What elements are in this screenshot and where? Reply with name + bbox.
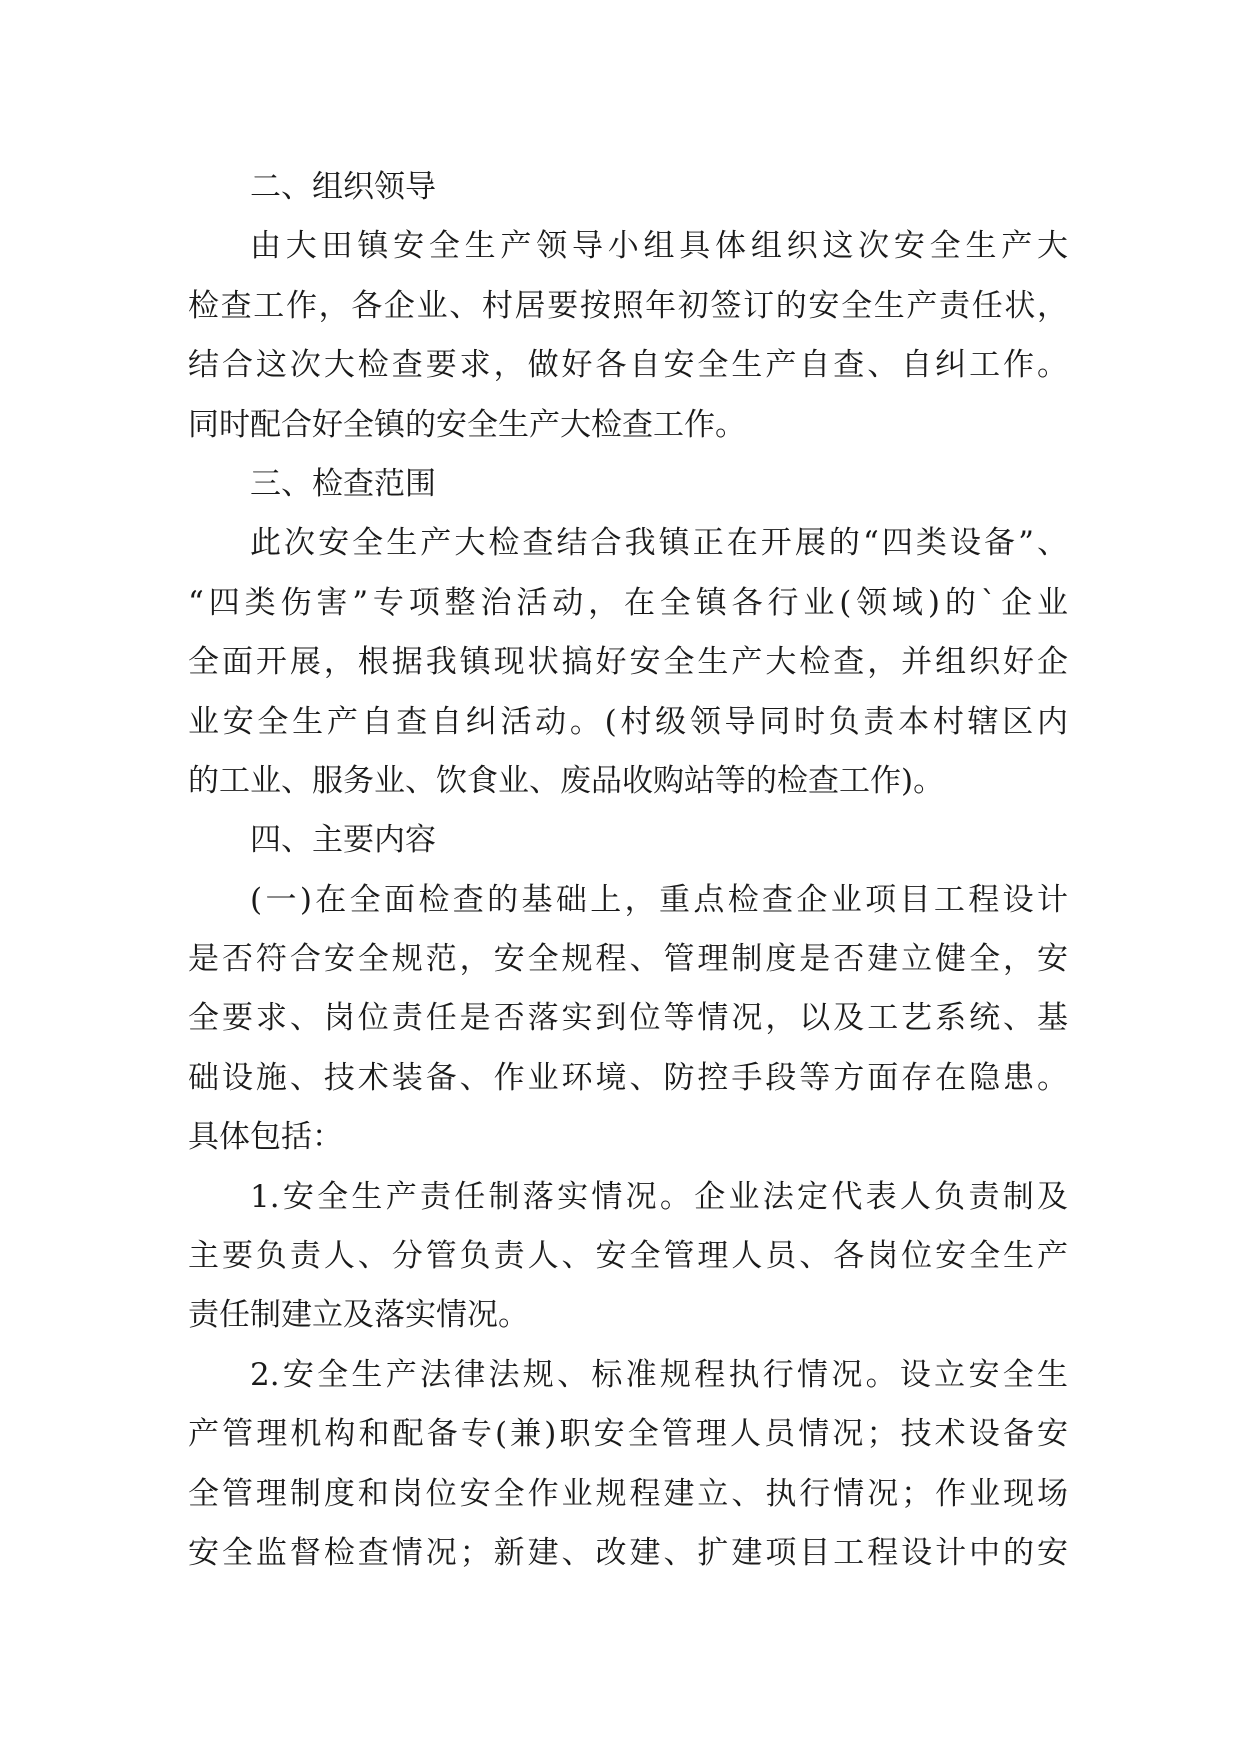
text-line: 结合这次大检查要求，做好各自安全生产自查、自纠工作。 xyxy=(188,347,1068,384)
text-line: 1.安全生产责任制落实情况。企业法定代表人负责制及 xyxy=(250,1178,1068,1215)
text-line: 此次安全生产大检查结合我镇正在开展的“四类设备”、 xyxy=(250,525,1068,562)
section-heading: 二、组织领导 xyxy=(250,169,436,205)
text-line: 产管理机构和配备专(兼)职安全管理人员情况；技术设备安 xyxy=(188,1416,1068,1453)
text-line: 安全监督检查情况；新建、改建、扩建项目工程设计中的安 xyxy=(188,1534,1068,1571)
text-line: (一)在全面检查的基础上，重点检查企业项目工程设计 xyxy=(250,881,1068,918)
text-line: 2.安全生产法律法规、标准规程执行情况。设立安全生 xyxy=(250,1356,1068,1393)
text-line: 全面开展，根据我镇现状搞好安全生产大检查，并组织好企 xyxy=(188,644,1068,681)
text-line: 责任制建立及落实情况。 xyxy=(188,1297,529,1334)
text-line: 全管理制度和岗位安全作业规程建立、执行情况；作业现场 xyxy=(188,1475,1068,1512)
document-body xyxy=(188,158,1068,1583)
text-line: 主要负责人、分管负责人、安全管理人员、各岗位安全生产 xyxy=(188,1238,1068,1275)
text-line: “四类伤害”专项整治活动，在全镇各行业(领域)的`企业 xyxy=(188,584,1068,621)
section-heading: 三、检查范围 xyxy=(250,465,436,502)
text-line: 检查工作，各企业、村居要按照年初签订的安全生产责任状， xyxy=(188,287,1068,324)
text-line: 具体包括： xyxy=(188,1119,343,1156)
text-line: 础设施、技术装备、作业环境、防控手段等方面存在隐患。 xyxy=(188,1059,1068,1096)
section-heading: 四、主要内容 xyxy=(250,822,436,859)
text-line: 由大田镇安全生产领导小组具体组织这次安全生产大 xyxy=(250,228,1068,265)
text-line: 是否符合安全规范，安全规程、管理制度是否建立健全，安 xyxy=(188,941,1068,978)
text-line: 业安全生产自查自纠活动。(村级领导同时负责本村辖区内 xyxy=(188,703,1068,740)
text-line: 同时配合好全镇的安全生产大检查工作。 xyxy=(188,406,746,443)
text-line: 的工业、服务业、饮食业、废品收购站等的检查工作)。 xyxy=(188,762,945,799)
text-line: 全要求、岗位责任是否落实到位等情况，以及工艺系统、基 xyxy=(188,1000,1068,1037)
